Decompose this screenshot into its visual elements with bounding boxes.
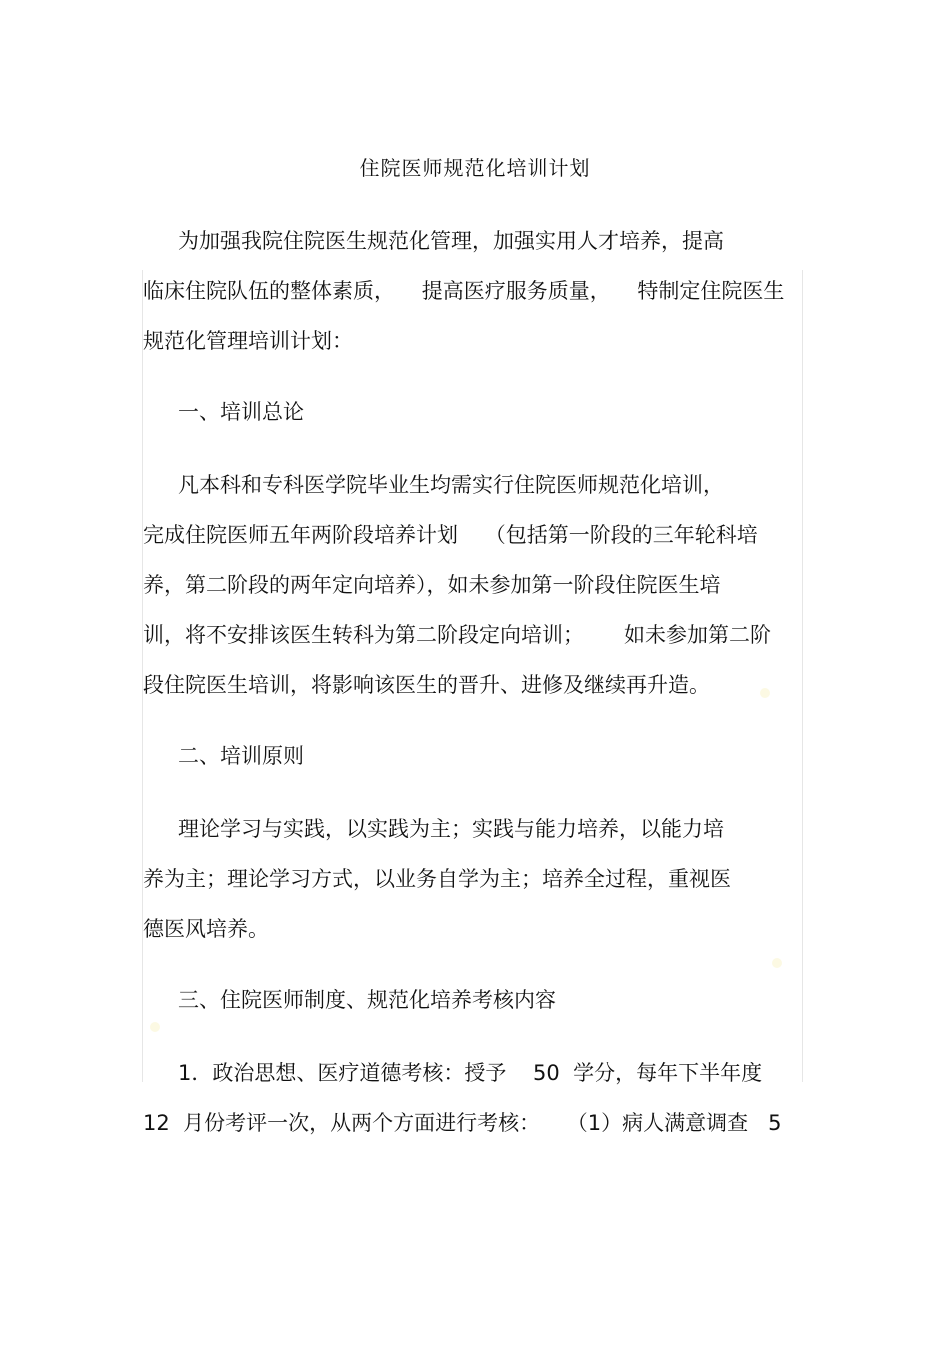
paragraph-line: 理论学习与实践，以实践为主；实践与能力培养，以能力培	[178, 817, 724, 841]
watermark-mark	[150, 1022, 160, 1032]
section-heading: 一、培训总论	[178, 400, 304, 424]
watermark-mark	[760, 688, 770, 698]
paragraph-line: 12 月份考评一次，从两个方面进行考核： （1）病人满意调查 5	[143, 1111, 782, 1135]
watermark-mark	[772, 958, 782, 968]
section-heading: 三、住院医师制度、规范化培养考核内容	[178, 988, 556, 1012]
paragraph-line: 1．政治思想、医疗道德考核：授予 50 学分，每年下半年度	[178, 1061, 763, 1085]
section-heading: 二、培训原则	[178, 744, 304, 768]
paragraph-line: 养为主；理论学习方式，以业务自学为主；培养全过程，重视医	[143, 867, 731, 891]
document-title: 住院医师规范化培训计划	[359, 156, 591, 180]
paragraph-line: 凡本科和专科医学院毕业生均需实行住院医师规范化培训，	[178, 473, 724, 497]
paragraph-line: 德医风培养。	[143, 917, 269, 941]
paragraph-line: 训，将不安排该医生转科为第二阶段定向培训； 如未参加第二阶	[143, 623, 772, 647]
paragraph-line: 临床住院队伍的整体素质， 提高医疗服务质量， 特制定住院医生	[143, 279, 785, 303]
paragraph-line: 完成住院医师五年两阶段培养计划 （包括第一阶段的三年轮科培	[143, 523, 758, 547]
paragraph-line: 为加强我院住院医生规范化管理，加强实用人才培养，提高	[178, 229, 724, 253]
paragraph-line: 养，第二阶段的两年定向培养），如未参加第一阶段住院医生培	[143, 573, 721, 597]
paragraph-line: 规范化管理培训计划：	[143, 329, 353, 353]
paragraph-line: 段住院医生培训，将影响该医生的晋升、进修及继续再升造。	[143, 673, 710, 697]
